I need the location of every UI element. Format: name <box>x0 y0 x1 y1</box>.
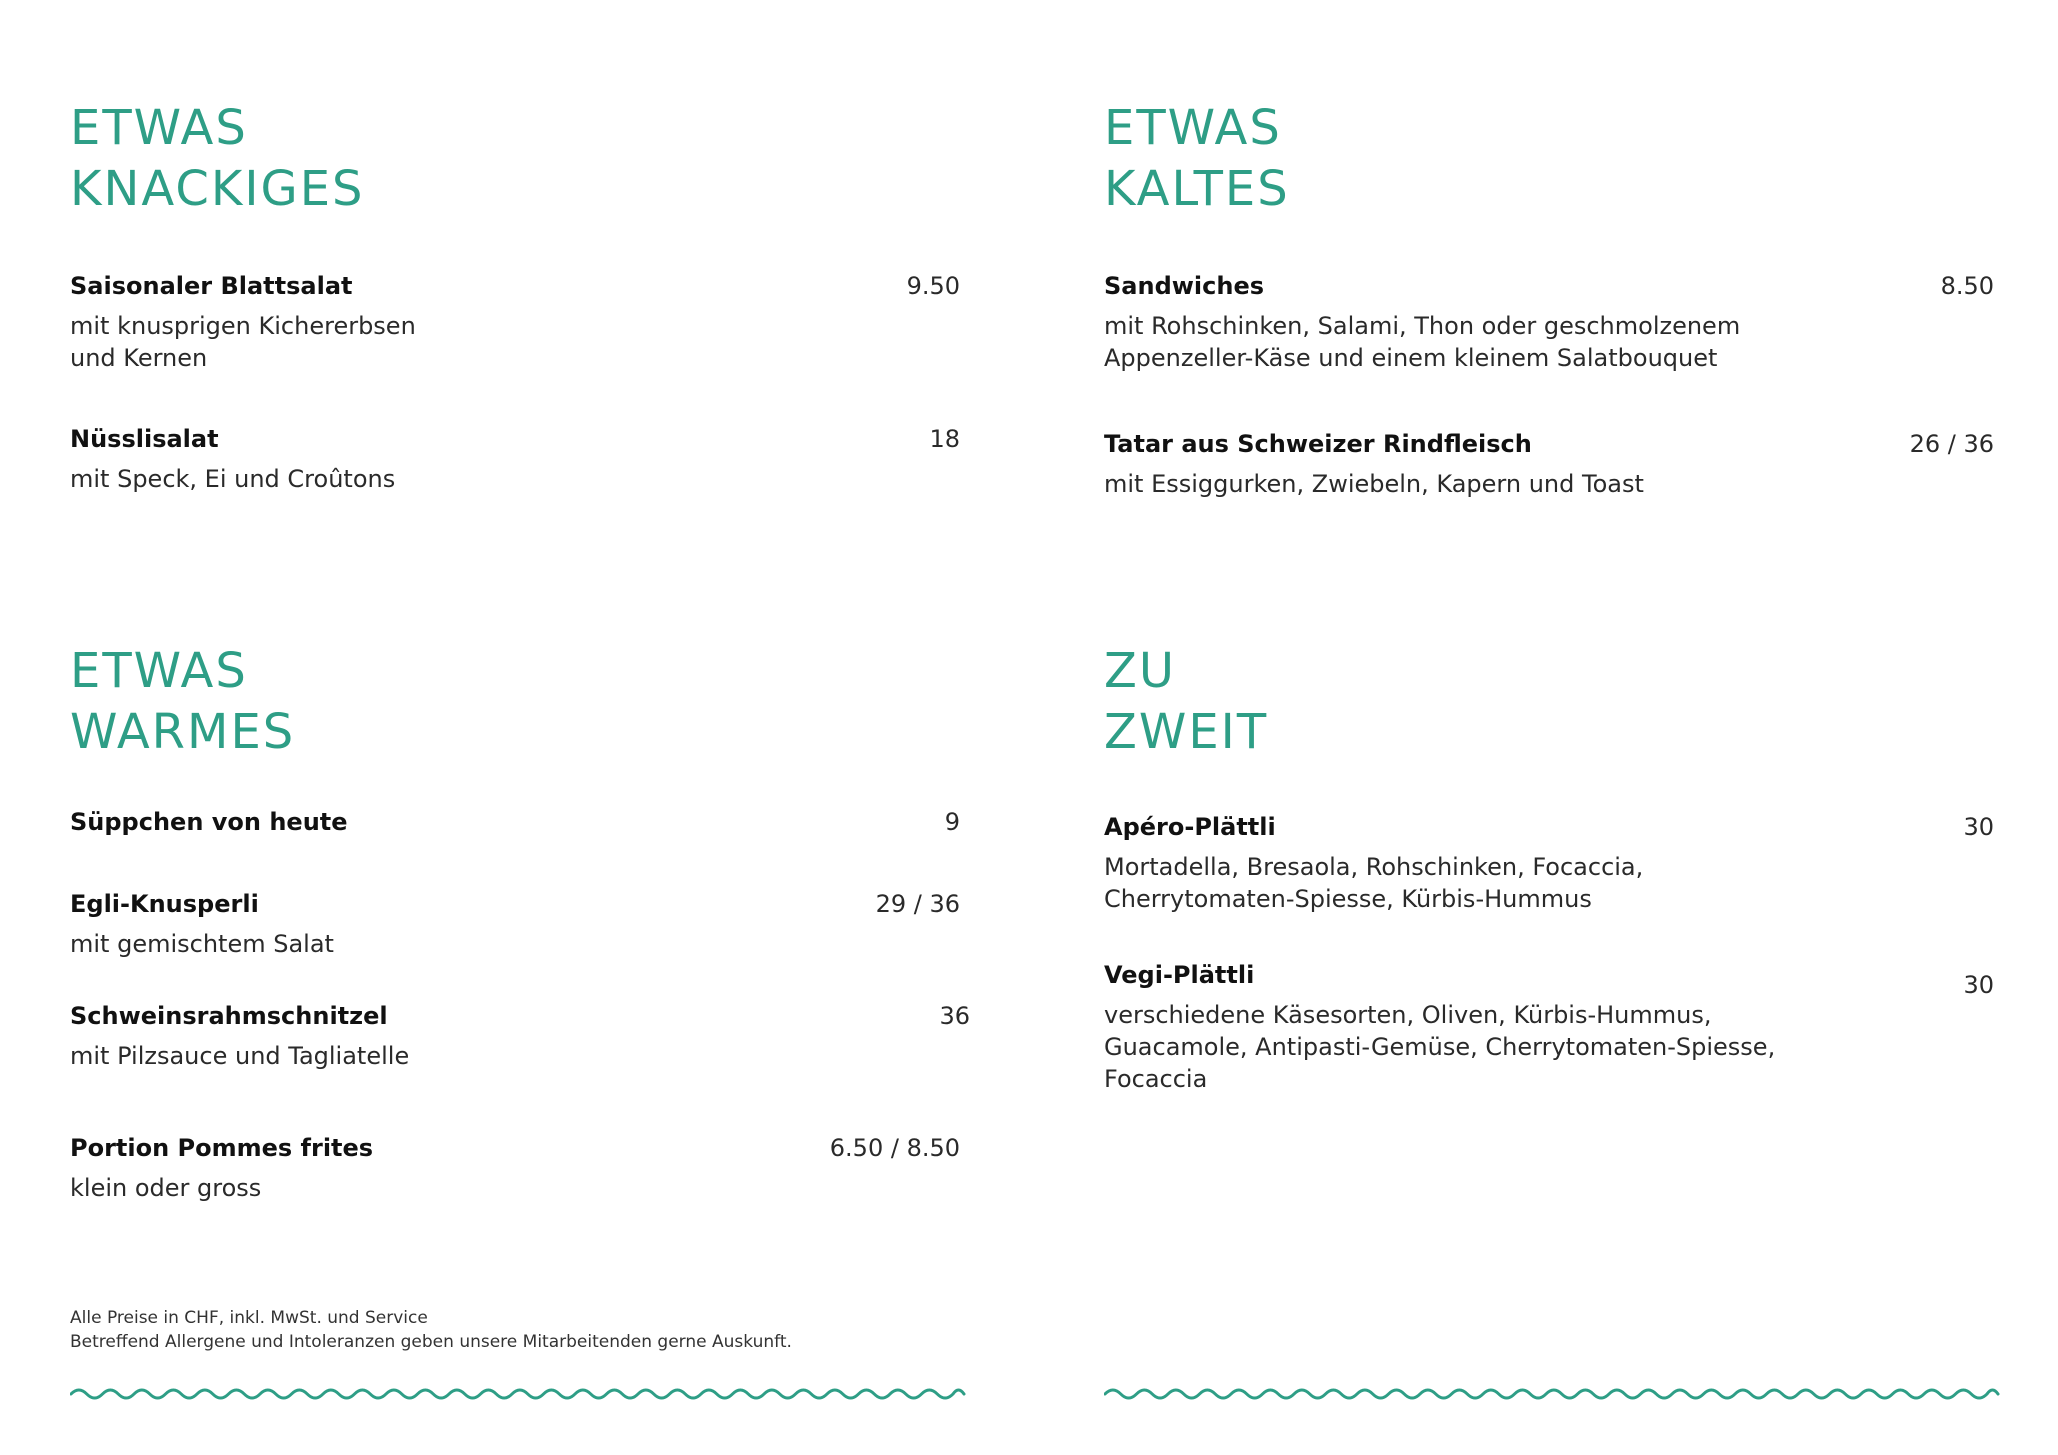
menu-item <box>70 1000 970 1072</box>
section-title <box>1104 641 1994 763</box>
footnote-line2: Betreffend Allergene und Intoleranzen geben unsere Mitarbeitenden gerne Auskunft. <box>70 1332 792 1352</box>
menu-item-price: 30 <box>1963 813 1994 841</box>
menu-item-name: Tatar aus Schweizer Rindfleisch <box>1104 430 1532 458</box>
menu-item-description-line: und Kernen <box>70 344 208 372</box>
wave-divider-right <box>1104 1384 2000 1404</box>
menu-item-name: Egli-Knusperli <box>70 890 259 918</box>
menu-item <box>1104 270 1994 374</box>
section-knackiges <box>70 98 960 528</box>
section-title <box>1104 98 1994 220</box>
menu-item-price: 8.50 <box>1940 272 1994 300</box>
menu-item-price: 6.50 / 8.50 <box>829 1134 960 1162</box>
menu-item <box>70 423 960 495</box>
menu-item <box>1104 428 1994 500</box>
menu-item-description-line: klein oder gross <box>70 1174 262 1202</box>
section-title-line2: KNACKIGES <box>70 161 365 217</box>
section-title-line1: ETWAS <box>70 100 248 156</box>
section-title-line1: ETWAS <box>70 643 248 699</box>
section-title-line1: ETWAS <box>1104 100 1282 156</box>
wave-line-left <box>71 1390 964 1398</box>
menu-item-price: 9.50 <box>906 272 960 300</box>
section-zweit <box>1104 641 1994 1161</box>
menu-item <box>70 270 960 374</box>
wave-line-right <box>1105 1390 1998 1398</box>
menu-item <box>70 1132 960 1204</box>
menu-item-description-line: mit Speck, Ei und Croûtons <box>70 465 396 493</box>
menu-item-description-line: Appenzeller-Käse und einem kleinem Salatbouquet <box>1104 344 1718 372</box>
menu-item-price: 30 <box>1963 971 1994 999</box>
menu-item-price: 29 / 36 <box>875 890 960 918</box>
menu-item-price: 9 <box>944 808 960 836</box>
menu-item-price: 36 <box>939 1002 970 1030</box>
menu-item-name: Sandwiches <box>1104 272 1265 300</box>
menu-item-description <box>70 1040 970 1072</box>
menu-item-price: 26 / 36 <box>1909 430 1994 458</box>
menu-item <box>1104 959 1994 1095</box>
wave-divider-left <box>70 1384 966 1404</box>
menu-item <box>70 888 960 960</box>
menu-item-price: 18 <box>929 425 960 453</box>
menu-item-description-line: Mortadella, Bresaola, Rohschinken, Focaccia, <box>1104 853 1644 881</box>
section-title-line1: ZU <box>1104 643 1177 699</box>
menu-item-description-line: mit Essiggurken, Zwiebeln, Kapern und Toast <box>1104 470 1644 498</box>
menu-item-description <box>70 1172 960 1204</box>
menu-item-description <box>1104 851 1994 915</box>
price-footnote <box>70 1306 792 1354</box>
menu-item-name: Vegi-Plättli <box>1104 961 1255 989</box>
menu-item-description <box>70 310 960 374</box>
menu-item-description-line: verschiedene Käsesorten, Oliven, Kürbis-Hummus, <box>1104 1001 1712 1029</box>
menu-item-name: Süppchen von heute <box>70 808 348 836</box>
menu-item-description <box>70 928 960 960</box>
menu-item-name: Nüsslisalat <box>70 425 219 453</box>
menu-item-description-line: Guacamole, Antipasti-Gemüse, Cherrytomaten-Spiesse, <box>1104 1033 1776 1061</box>
menu-item-description <box>1104 310 1994 374</box>
menu-item-description <box>1104 468 1994 500</box>
section-title-line2: KALTES <box>1104 161 1290 217</box>
menu-item-description-line: mit Rohschinken, Salami, Thon oder geschmolzenem <box>1104 312 1741 340</box>
menu-item-name: Portion Pommes frites <box>70 1134 374 1162</box>
footnote-line1: Alle Preise in CHF, inkl. MwSt. und Service <box>70 1308 428 1328</box>
section-title-line2: ZWEIT <box>1104 704 1269 760</box>
menu-item-description-line: Focaccia <box>1104 1065 1208 1093</box>
section-title <box>70 98 960 220</box>
menu-item <box>70 806 960 838</box>
menu-item-name: Apéro-Plättli <box>1104 813 1276 841</box>
section-kaltes <box>1104 98 1994 528</box>
menu-item-description-line: mit gemischtem Salat <box>70 930 334 958</box>
menu-item-name: Schweinsrahmschnitzel <box>70 1002 388 1030</box>
menu-item-description <box>70 463 960 495</box>
menu-item-description-line: mit Pilzsauce und Tagliatelle <box>70 1042 410 1070</box>
section-title-line2: WARMES <box>70 704 296 760</box>
menu-item-description-line: Cherrytomaten-Spiesse, Kürbis-Hummus <box>1104 885 1592 913</box>
menu-item-description-line: mit knusprigen Kichererbsen <box>70 312 416 340</box>
menu-item <box>1104 811 1994 915</box>
menu-item-description <box>1104 999 1994 1095</box>
section-warmes <box>70 641 970 1241</box>
menu-item-name: Saisonaler Blattsalat <box>70 272 353 300</box>
section-title <box>70 641 960 763</box>
